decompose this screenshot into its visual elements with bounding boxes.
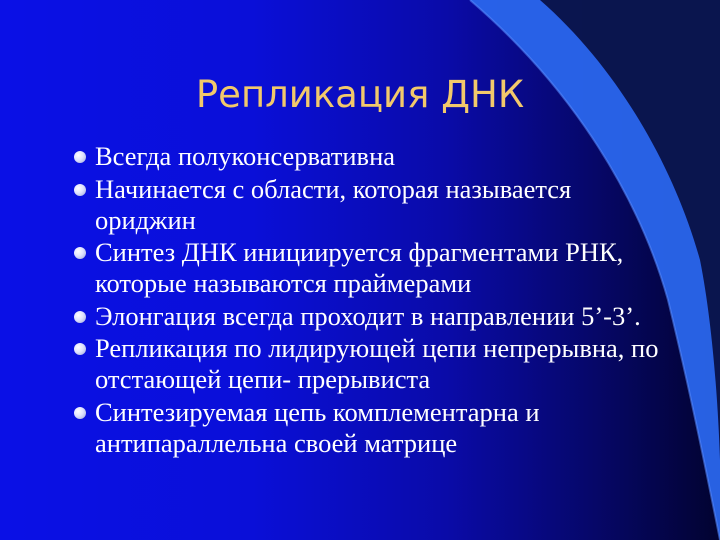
bullet-dot-icon (74, 407, 86, 419)
bullet-item (74, 141, 674, 172)
bullet-text: Репликация по лидирующей цепи непрерывна, по отстающей цепи- прерывиста (95, 333, 659, 394)
bullet-dot-icon (74, 311, 86, 323)
bullet-text: Элонгация всегда проходит в направлении 5’-3’. (95, 300, 641, 331)
bullet-dot-icon (74, 151, 86, 163)
bullet-item (74, 237, 674, 299)
slide-title (0, 72, 720, 118)
bullet-text: Всегда полуконсервативна (95, 141, 396, 171)
bullet-item (74, 174, 674, 236)
bullet-text: Начинается с области, которая называется ориджин (95, 173, 572, 235)
bullet-item (74, 397, 674, 459)
bullet-list (74, 141, 674, 460)
bullet-dot-icon (74, 247, 86, 259)
bullet-dot-icon (74, 343, 86, 355)
bullet-dot-icon (74, 184, 86, 196)
slide-title-text: Репликация ДНК (195, 73, 525, 116)
bullet-text: Синтез ДНК инициируется фрагментами РНК, которые называются праймерами (95, 237, 624, 298)
bullet-text: Синтезируемая цепь комплементарна и антипараллельна своей матрице (95, 396, 540, 458)
bullet-item (74, 301, 674, 332)
bullet-item (74, 333, 674, 395)
